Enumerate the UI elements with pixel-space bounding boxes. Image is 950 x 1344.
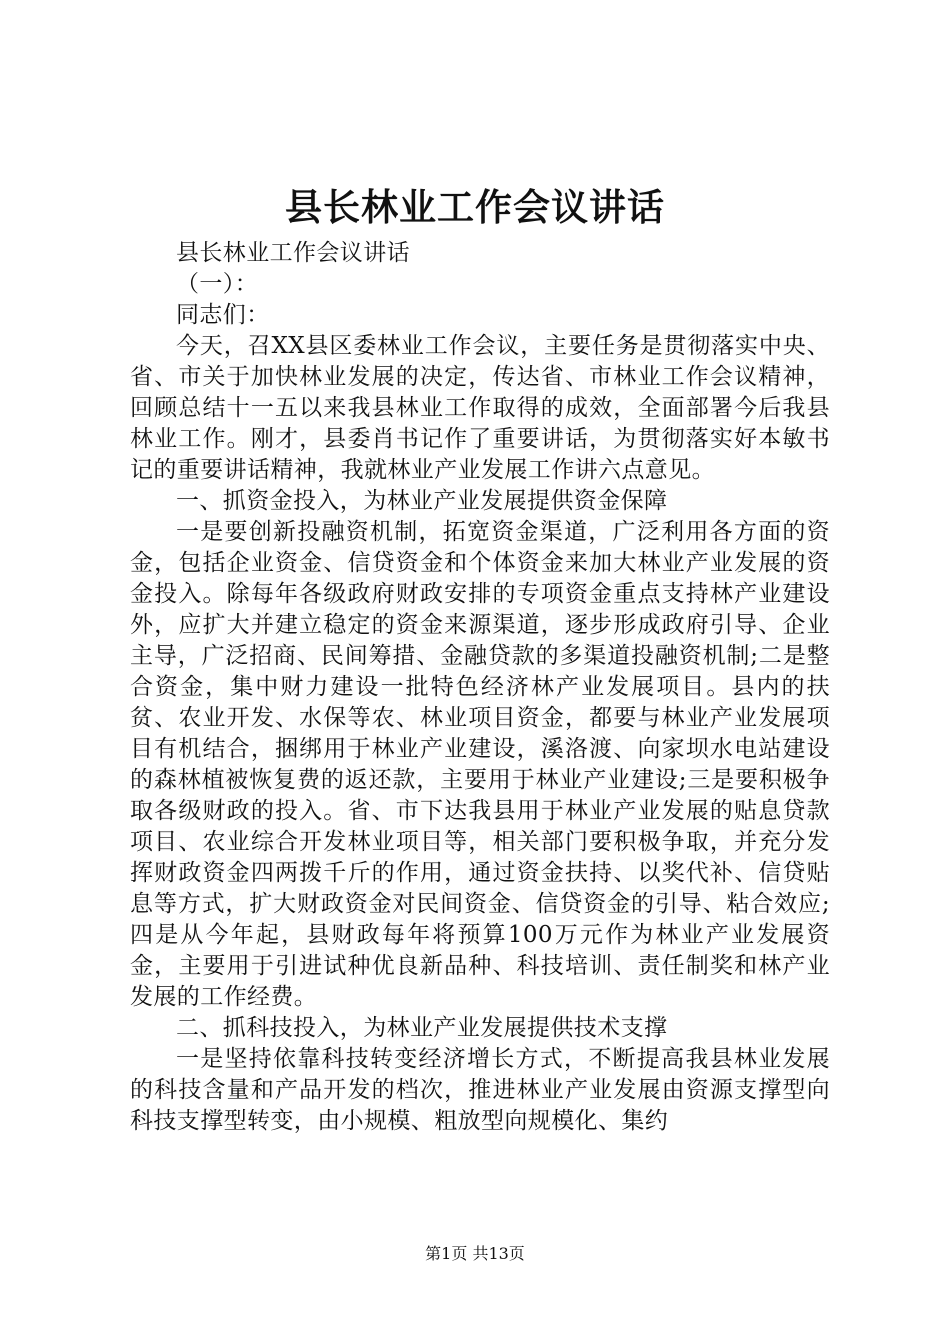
- page-number-footer: 第1页 共13页: [425, 1244, 525, 1263]
- paragraph-technology: 一是坚持依靠科技转变经济增长方式，不断提高我县林业发展的科技含量和产品开发的档次，推进林业产业发展由资源支撑型向科技支撑型转变，由小规模、粗放型向规模化、集约: [130, 1046, 830, 1134]
- paragraph-heading-1: 一、抓资金投入，为林业产业发展提供资金保障: [176, 488, 668, 514]
- paragraph-subtitle: 县长林业工作会议讲话: [176, 240, 410, 266]
- paragraph-section-number: （一）：: [176, 271, 259, 297]
- document-title: 县长林业工作会议讲话: [285, 186, 665, 229]
- paragraph-intro: 今天，召XX县区委林业工作会议，主要任务是贯彻落实中央、省、市关于加快林业发展的决定，传达省、市林业工作会议精神，回顾总结十一五以来我县林业工作取得的成效，全面部署今后我县林业工作。刚才，县委肖书记作了重要讲话，为贯彻落实好本敏书记的重要讲话精神，我就林业产业发展工作讲六点意见。: [130, 333, 830, 483]
- paragraph-salutation: 同志们：: [176, 302, 270, 328]
- paragraph-funding: 一是要创新投融资机制，拓宽资金渠道，广泛利用各方面的资金，包括企业资金、信贷资金和个体资金来加大林业产业发展的资金投入。除每年各级政府财政安排的专项资金重点支持林产业建设外，应扩大并建立稳定的资金来源渠道，逐步形成政府引导、企业主导，广泛招商、民间筹措、金融贷款的多渠道投融资机制;二是整合资金，集中财力建设一批特色经济林产业发展项目。县内的扶贫、农业开发、水保等农、林业项目资金，都要与林业产业发展项目有机结合，捆绑用于林业产业建设，溪洛渡、向家坝水电站建设的森林植被恢复费的返还款，主要用于林业产业建设;三是要积极争取各级财政的投入。省、市下达我县用于林业产业发展的贴息贷款项目、农业综合开发林业项目等，相关部门要积极争取，并充分发挥财政资金四两拨千斤的作用，通过资金扶持、以奖代补、信贷贴息等方式，扩大财政资金对民间资金、信贷资金的引导、粘合效应;四是从今年起，县财政每年将预算100万元作为林业产业发展资金，主要用于引进试种优良新品种、科技培训、责任制奖和林产业发展的工作经费。: [130, 519, 830, 1010]
- document-body: [130, 238, 830, 1137]
- paragraph-heading-2: 二、抓科技投入，为林业产业发展提供技术支撑: [176, 1015, 668, 1041]
